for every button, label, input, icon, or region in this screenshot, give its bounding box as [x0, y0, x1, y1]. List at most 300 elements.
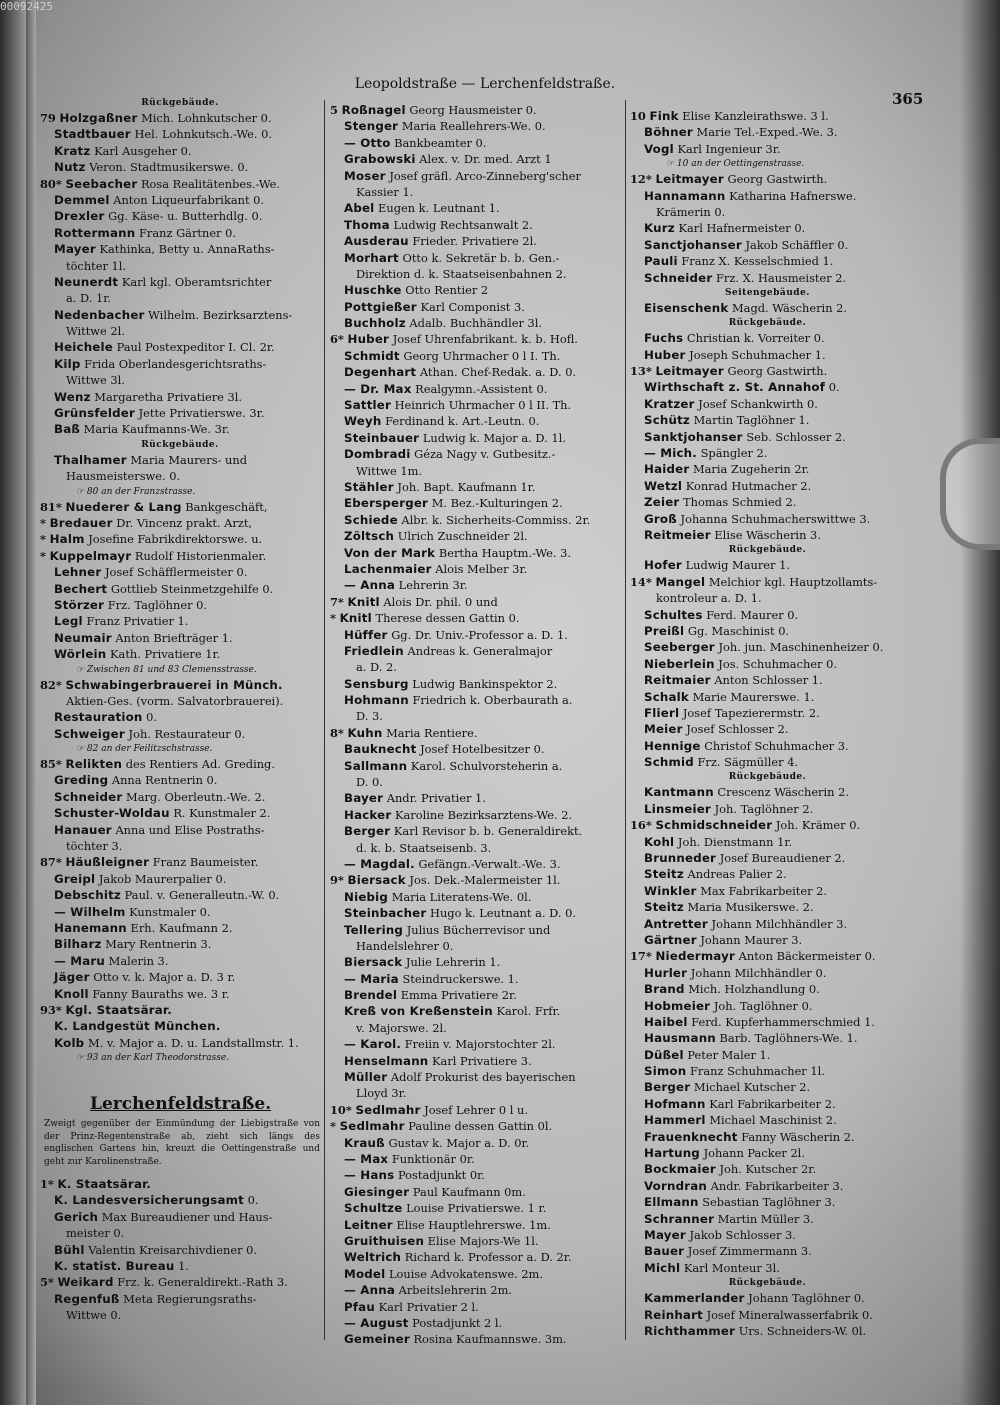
resident-name: Eisenschenk — [644, 300, 729, 315]
section-subheading: Rückgebäude. — [728, 772, 807, 783]
resident-details: Steindruckerswe. 1. — [402, 971, 519, 986]
directory-entry — [630, 866, 905, 882]
resident-name: Linsmeier — [644, 801, 711, 816]
house-number: 82* — [40, 677, 62, 692]
resident-name: Winkler — [644, 883, 697, 898]
directory-entry — [630, 141, 905, 157]
directory-entry — [630, 557, 905, 573]
directory-entry — [630, 478, 905, 494]
resident-name: Kratzer — [644, 396, 695, 411]
resident-details: Urs. Schneiders-W. 0l. — [738, 1323, 867, 1338]
directory-entry — [330, 905, 620, 921]
directory-entry — [330, 954, 620, 970]
directory-entry — [40, 110, 320, 126]
directory-entry — [40, 405, 320, 421]
resident-name: Schweiger — [54, 726, 125, 741]
house-number: 5 — [330, 103, 338, 117]
column-1 — [40, 96, 320, 1065]
resident-details: Kunstmaler 0. — [129, 904, 211, 919]
directory-entry — [630, 1227, 905, 1243]
resident-details: Andr. Fabrikarbeiter 3. — [710, 1178, 844, 1193]
resident-details: Jos. Dek.-Malermeister 1l. — [409, 873, 561, 888]
right-page-shadow — [960, 0, 1000, 1405]
directory-entry — [630, 574, 905, 590]
directory-entry — [330, 922, 620, 938]
entry-continuation: Wittwe 2l. — [66, 324, 125, 339]
directory-entry — [40, 936, 320, 952]
resident-name: Knitl — [339, 611, 372, 626]
house-number: 7* — [330, 594, 344, 609]
resident-details: Marie Maurerswe. 1. — [692, 689, 815, 704]
directory-entry — [330, 135, 620, 151]
directory-entry — [630, 171, 905, 187]
directory-entry — [630, 948, 905, 964]
resident-name: Dombradi — [344, 447, 411, 462]
directory-entry — [40, 1018, 320, 1034]
directory-entry — [630, 253, 905, 269]
resident-details: Franz Privatier 1. — [86, 614, 189, 629]
directory-entry — [630, 1129, 905, 1145]
resident-details: Thomas Schmied 2. — [683, 495, 797, 510]
resident-details: Josef Schlosser 2. — [686, 722, 789, 737]
resident-name: K. Landgestüt München. — [54, 1019, 221, 1034]
directory-entry — [630, 965, 905, 981]
resident-name: Morhart — [344, 250, 399, 265]
directory-entry — [630, 429, 905, 445]
house-number: 85* — [40, 757, 62, 772]
directory-entry — [630, 623, 905, 639]
resident-name: Huschke — [344, 283, 402, 298]
directory-entry — [40, 789, 320, 805]
resident-name: Berger — [644, 1080, 691, 1095]
directory-entry — [630, 1030, 905, 1046]
resident-details: Frz. Sägmüller 4. — [697, 755, 799, 770]
resident-details: Crescenz Wäscherin 2. — [717, 785, 849, 800]
directory-entry — [330, 250, 620, 266]
section-subheading: Rückgebäude. — [141, 439, 219, 450]
resident-name: Haibel — [644, 1014, 688, 1029]
entry-continuation: D. 0. — [356, 775, 383, 790]
directory-entry — [330, 823, 620, 839]
resident-details: Paul. v. Generalleutn.-W. 0. — [124, 888, 280, 903]
directory-entry — [40, 871, 320, 887]
resident-name: Kammerlander — [644, 1291, 745, 1306]
house-number: 14* — [630, 574, 652, 589]
entry-continuation: Aktien-Ges. (vorm. Salvatorbrauerei). — [66, 693, 284, 708]
house-number: 6* — [330, 332, 344, 347]
resident-name: — Max — [344, 1152, 389, 1166]
resident-name: Antretter — [644, 916, 708, 931]
resident-details: Hugo k. Leutnant a. D. 0. — [430, 906, 576, 921]
resident-name: Rottermann — [54, 225, 136, 240]
resident-name: Knitl — [347, 594, 380, 609]
resident-name: Hobmeier — [644, 998, 711, 1013]
resident-name: Debschitz — [54, 888, 121, 903]
resident-details: Andreas k. Generalmajor — [407, 643, 553, 658]
directory-entry — [40, 389, 320, 405]
resident-details: Dr. Vincenz prakt. Arzt, — [116, 515, 253, 530]
entry-continuation: Wittwe 1m. — [356, 463, 423, 478]
resident-details: Therese dessen Gattin 0. — [375, 611, 520, 626]
directory-entry — [630, 379, 905, 395]
directory-entry — [330, 217, 620, 233]
resident-name: Jäger — [54, 970, 90, 985]
resident-details: Anton Schlosser 1. — [714, 673, 823, 688]
directory-entry — [630, 363, 905, 379]
resident-details: Arbeitslehrerin 2m. — [398, 1283, 513, 1298]
resident-details: Anton Briefträger 1. — [115, 630, 233, 645]
directory-entry — [630, 300, 905, 316]
resident-name: Schultes — [644, 607, 703, 622]
resident-name: — Otto — [344, 135, 391, 150]
resident-details: 0. — [828, 380, 840, 395]
directory-entry — [330, 151, 620, 167]
resident-details: Ferd. Kupferhammerschmied 1. — [691, 1014, 875, 1029]
column-rule-2 — [625, 100, 626, 1340]
resident-details: Johann Milchhändler 0. — [690, 965, 827, 980]
resident-name: Vogl — [644, 141, 674, 156]
resident-name: Regenfuß — [54, 1291, 120, 1306]
resident-details: Julie Lehrerin 1. — [405, 955, 501, 970]
resident-name: Nieberlein — [644, 656, 715, 671]
column-2 — [330, 102, 620, 1348]
resident-name: Buchholz — [344, 316, 406, 331]
resident-name: Knoll — [54, 986, 89, 1001]
resident-name: Michl — [644, 1260, 681, 1275]
entry-continuation: meister 0. — [66, 1226, 125, 1241]
directory-entry — [330, 1151, 620, 1167]
resident-name: — August — [344, 1315, 409, 1330]
resident-name: Weyh — [344, 414, 382, 429]
resident-name: Tellering — [344, 922, 404, 937]
resident-details: Michael Kutscher 2. — [693, 1080, 811, 1095]
resident-details: Joh. Bapt. Kaufmann 1r. — [397, 479, 536, 494]
directory-entry — [630, 1161, 905, 1177]
resident-name: Heichele — [54, 340, 113, 355]
resident-name: Huber — [347, 332, 390, 347]
directory-entry — [40, 548, 320, 564]
directory-entry — [330, 1118, 620, 1134]
resident-details: Martin Müller 3. — [717, 1211, 814, 1226]
resident-details: Karl Privatier 2 l. — [378, 1299, 479, 1314]
resident-details: Mary Rentnerin 3. — [105, 937, 212, 952]
directory-entry — [40, 953, 320, 969]
directory-entry — [40, 208, 320, 224]
resident-name: Gemeiner — [344, 1332, 410, 1347]
resident-name: Ausderau — [344, 234, 409, 249]
resident-details: Marie Tel.-Exped.-We. 3. — [696, 125, 838, 140]
resident-name: Neumair — [54, 630, 112, 645]
resident-details: Kathinka, Betty u. AnnaRaths- — [99, 242, 275, 257]
directory-entry — [330, 1282, 620, 1298]
resident-name: Halm — [49, 532, 85, 547]
resident-name: Kgl. Staatsärar. — [65, 1002, 172, 1017]
entry-continuation: Handelslehrer 0. — [356, 938, 454, 953]
directory-entry — [330, 1053, 620, 1069]
resident-details: Christof Schuhmacher 3. — [704, 738, 849, 753]
resident-details: Karl Monteur 3l. — [683, 1260, 780, 1275]
directory-entry — [40, 854, 320, 870]
directory-entry — [330, 413, 620, 429]
resident-name: Kohl — [644, 834, 675, 849]
resident-name: Kuppelmayr — [49, 548, 132, 563]
resident-name: Vorndran — [644, 1178, 708, 1193]
resident-details: Joh. Krämer 0. — [775, 818, 861, 833]
entry-continuation: a. D. 1r. — [66, 291, 112, 306]
resident-name: — Dr. Max — [344, 381, 412, 396]
resident-name: Kantmann — [644, 785, 714, 800]
directory-entry — [630, 461, 905, 477]
resident-details: Joh. Kutscher 2r. — [719, 1162, 817, 1177]
resident-name: Schultze — [344, 1201, 403, 1216]
directory-entry — [40, 581, 320, 597]
resident-name: Hanauer — [54, 822, 112, 837]
column-rule-1 — [324, 100, 325, 1340]
resident-details: Elise Kanzleirathswe. 3 l. — [682, 109, 829, 123]
directory-entry — [40, 452, 320, 468]
directory-entry — [630, 784, 905, 800]
resident-details: Joseph Schuhmacher 1. — [689, 347, 826, 362]
resident-details: Pauline dessen Gattin 0l. — [408, 1119, 553, 1134]
resident-details: Elise Wäscherin 3. — [714, 527, 821, 542]
resident-details: Josef Zimmermann 3. — [687, 1244, 812, 1259]
entry-continuation: Wittwe 0. — [66, 1308, 122, 1323]
resident-details: Andr. Privatier 1. — [386, 791, 486, 806]
directory-entry — [630, 801, 905, 817]
directory-entry — [330, 430, 620, 446]
resident-name: Schütz — [644, 413, 690, 428]
resident-details: Gg. Maschinist 0. — [687, 623, 790, 638]
resident-details: 0. — [247, 1193, 259, 1208]
directory-entry — [330, 315, 620, 331]
resident-name: Hausmann — [644, 1031, 716, 1046]
house-number: 10 — [630, 109, 646, 123]
directory-entry — [330, 331, 620, 347]
house-number: 80* — [40, 176, 62, 191]
resident-name: Hennige — [644, 738, 701, 753]
resident-name: Biersack — [344, 955, 403, 970]
resident-name: Brand — [644, 982, 685, 997]
directory-entry — [630, 1243, 905, 1259]
resident-details: Elise Majors-We 1l. — [427, 1233, 539, 1248]
resident-name: Stähler — [344, 479, 394, 494]
directory-entry — [40, 339, 320, 355]
resident-details: Michael Maschinist 2. — [709, 1113, 837, 1128]
resident-name: Gerich — [54, 1209, 99, 1224]
directory-entry — [40, 515, 320, 531]
resident-name: Pauli — [644, 254, 678, 269]
resident-name: Reinhart — [644, 1307, 703, 1322]
entry-continuation: Kassier 1. — [356, 184, 414, 199]
resident-name: Weltrich — [344, 1250, 402, 1265]
resident-name: Hammerl — [644, 1113, 706, 1128]
resident-details: Bertha Hauptm.-We. 3. — [438, 545, 571, 560]
resident-name: Sallmann — [344, 758, 408, 773]
resident-name: Niebig — [344, 889, 389, 904]
resident-details: Johann Packer 2l. — [703, 1146, 805, 1161]
resident-name: Berger — [344, 824, 391, 839]
directory-entry — [40, 274, 320, 290]
resident-details: Frida Oberlandesgerichtsraths- — [84, 356, 267, 371]
directory-entry — [330, 397, 620, 413]
directory-entry — [630, 237, 905, 253]
resident-details: Gg. Käse- u. Butterhdlg. 0. — [108, 209, 263, 224]
resident-details: Alex. v. Dr. med. Arzt 1 — [419, 152, 552, 167]
resident-name: — Magdal. — [344, 856, 415, 871]
section-subheading: Seitengebäude. — [725, 287, 810, 298]
resident-name: Bilharz — [54, 937, 102, 952]
resident-name: Greding — [54, 773, 109, 788]
resident-details: Freiin v. Majorstochter 2l. — [404, 1037, 556, 1052]
directory-entry — [630, 1178, 905, 1194]
resident-name: Model — [344, 1266, 386, 1281]
resident-details: Friedrich k. Oberbaurath a. — [412, 693, 573, 708]
resident-details: Ulrich Zuschneider 2l. — [397, 529, 528, 544]
directory-entry — [630, 817, 905, 833]
resident-details: Postadjunkt 0r. — [397, 1168, 485, 1183]
directory-entry — [330, 676, 620, 692]
resident-details: Seb. Schlosser 2. — [746, 429, 846, 444]
directory-entry — [40, 920, 320, 936]
resident-details: Joh. Restaurateur 0. — [128, 726, 246, 741]
resident-details: Franz X. Kesselschmied 1. — [681, 254, 834, 269]
entry-continuation: Wittwe 3l. — [66, 373, 125, 388]
house-number: * — [40, 548, 46, 563]
entry-continuation: D. 3. — [356, 709, 383, 724]
resident-details: Franz Baumeister. — [152, 855, 259, 870]
resident-name: Reitmeier — [644, 527, 711, 542]
resident-details: Julius Bücherrevisor und — [406, 922, 551, 937]
directory-entry — [40, 772, 320, 788]
entry-continuation: Krämerin 0. — [656, 204, 726, 219]
resident-name: Pottgießer — [344, 299, 417, 314]
resident-name: Kuhn — [347, 725, 383, 740]
page-number: 365 — [892, 90, 924, 108]
directory-entry — [330, 1266, 620, 1282]
directory-entry — [330, 1200, 620, 1216]
resident-details: Bankbeamter 0. — [394, 135, 487, 150]
resident-name: Sanktjohanser — [644, 429, 743, 444]
directory-entry — [630, 412, 905, 428]
resident-name: Bauknecht — [344, 742, 417, 757]
resident-details: Spängler 2. — [700, 446, 768, 461]
resident-details: Maria Musikerswe. 2. — [687, 900, 814, 915]
resident-name: Schuster-Woldau — [54, 806, 170, 821]
directory-entry — [630, 932, 905, 948]
resident-details: Karol. Frfr. — [496, 1004, 561, 1019]
directory-entry — [630, 108, 905, 124]
resident-name: Baß — [54, 422, 81, 437]
resident-name: Roßnagel — [341, 103, 406, 117]
directory-entry — [330, 1331, 620, 1347]
resident-name: Moser — [344, 168, 386, 183]
resident-details: des Rentiers Ad. Greding. — [125, 757, 275, 772]
resident-name: — Anna — [344, 1283, 395, 1298]
directory-entry — [630, 1079, 905, 1095]
resident-details: Heinrich Uhrmacher 0 l II. Th. — [394, 398, 572, 413]
resident-details: Joh. Dienstmann 1r. — [677, 834, 793, 849]
directory-entry — [40, 646, 320, 662]
entry-continuation: Lloyd 3r. — [356, 1086, 407, 1101]
resident-details: Joh. Taglöhner 2. — [714, 801, 814, 816]
directory-entry — [330, 692, 620, 708]
directory-entry — [630, 672, 905, 688]
resident-details: Barb. Taglöhners-We. 1. — [719, 1031, 858, 1046]
resident-details: Albr. k. Sicherheits-Commiss. 2r. — [401, 512, 591, 527]
resident-name: Abel — [344, 201, 375, 216]
directory-entry — [40, 613, 320, 629]
resident-name: Wetzl — [644, 478, 683, 493]
resident-details: Johann Taglöhner 0. — [748, 1291, 865, 1306]
directory-entry — [40, 1035, 320, 1051]
resident-name: Ellmann — [644, 1195, 699, 1210]
resident-name: Kolb — [54, 1035, 85, 1050]
directory-entry — [330, 807, 620, 823]
resident-details: Josef Bureaudiener 2. — [719, 851, 846, 866]
resident-name: Grünsfelder — [54, 406, 135, 421]
directory-entry — [630, 494, 905, 510]
directory-entry — [40, 159, 320, 175]
resident-details: Elise Hauptlehrerswe. 1m. — [396, 1217, 551, 1232]
resident-name: Hohmann — [344, 693, 409, 708]
directory-entry — [330, 1036, 620, 1052]
resident-details: Géza Nagy v. Gutbesitz.- — [414, 447, 556, 462]
resident-name: — Mich. — [644, 446, 697, 461]
directory-entry — [630, 1290, 905, 1306]
resident-details: Josef Schankwirth 0. — [698, 396, 818, 411]
resident-name: Giesinger — [344, 1184, 410, 1199]
directory-entry — [330, 1233, 620, 1249]
resident-name: Haider — [644, 462, 690, 477]
resident-name: Preißl — [644, 623, 685, 638]
page-header: Leopoldstraße — Lerchenfeldstraße. — [354, 76, 616, 92]
resident-name: Stenger — [344, 119, 399, 134]
resident-details: Karl Ausgeher 0. — [94, 143, 192, 158]
resident-name: Hüffer — [344, 627, 388, 642]
directory-entry — [330, 610, 620, 626]
directory-entry — [630, 396, 905, 412]
resident-details: Johann Maurer 3. — [700, 932, 803, 947]
directory-entry — [330, 741, 620, 757]
resident-name: Sensburg — [344, 676, 409, 691]
house-number: 81* — [40, 499, 62, 514]
resident-details: Veron. Stadtmusikerswe. 0. — [89, 160, 249, 175]
directory-entry — [330, 118, 620, 134]
resident-name: Nuederer & Lang — [65, 499, 182, 514]
resident-details: Eugen k. Leutnant 1. — [378, 201, 500, 216]
resident-details: M. v. Major a. D. u. Landstallmstr. 1. — [87, 1035, 299, 1050]
resident-name: Steitz — [644, 867, 684, 882]
directory-entry — [630, 981, 905, 997]
resident-name: Bayer — [344, 791, 384, 806]
directory-entry — [330, 1102, 620, 1118]
resident-details: Hel. Lohnkutsch.-We. 0. — [134, 127, 272, 142]
directory-entry — [630, 689, 905, 705]
resident-details: Anton Bäckermeister 0. — [738, 949, 876, 964]
directory-entry — [630, 656, 905, 672]
resident-name: Relikten — [65, 757, 123, 772]
resident-name: Hofer — [644, 558, 682, 573]
resident-details: Christian k. Vorreiter 0. — [686, 331, 825, 346]
resident-details: Georg Gastwirth. — [727, 172, 828, 187]
resident-details: Kath. Privatiere 1r. — [110, 647, 221, 662]
resident-details: Jette Privatierswe. 3r. — [138, 406, 265, 421]
directory-entry — [40, 1274, 320, 1290]
resident-details: Louise Privatierswe. 1 r. — [406, 1201, 547, 1216]
directory-entry — [40, 1258, 320, 1274]
directory-entry — [330, 495, 620, 511]
resident-details: Maria Reallehrers-We. 0. — [401, 119, 546, 134]
